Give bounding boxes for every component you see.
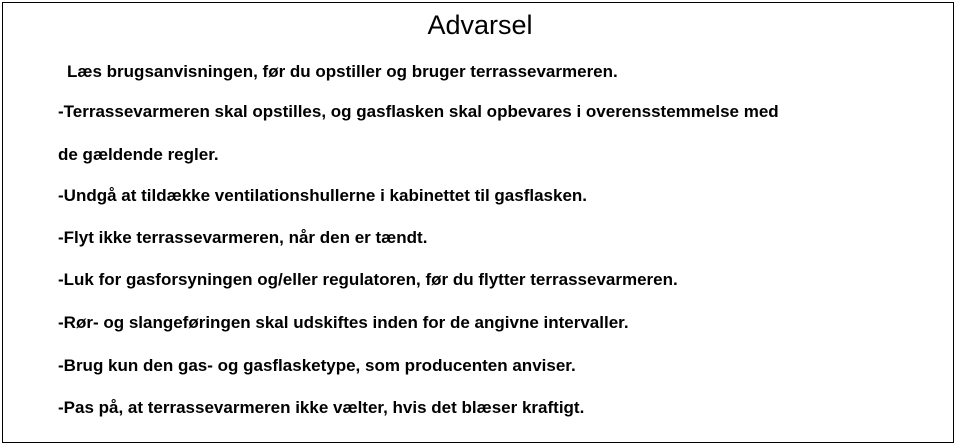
warning-item-gas-type: -Brug kun den gas- og gasflasketype, som producenten anviser. bbox=[58, 356, 576, 375]
warning-item-ventilation: -Undgå at tildække ventilationshullerne i kabinettet til gasflasken. bbox=[58, 186, 588, 205]
warning-item-wind: -Pas på, at terrassevarmeren ikke vælter, hvis det blæser kraftigt. bbox=[58, 398, 585, 417]
warning-item-shut-off-gas: -Luk for gasforsyningen og/eller regulatoren, før du flytter terrassevarmeren. bbox=[58, 270, 678, 289]
warning-item-placement: -Terrassevarmeren skal opstilles, og gasflasken skal opbevares i overensstemmelse med bbox=[58, 102, 779, 121]
warning-item-placement-continued: de gældende regler. bbox=[58, 145, 219, 164]
warning-item-do-not-move-lit: -Flyt ikke terrassevarmeren, når den er tændt. bbox=[58, 228, 428, 247]
warning-item-replace-hoses: -Rør- og slangeføringen skal udskiftes inden for de angivne intervaller. bbox=[58, 313, 629, 332]
warning-intro: Læs brugsanvisningen, før du opstiller og bruger terrassevarmeren. bbox=[67, 62, 618, 81]
warning-title: Advarsel bbox=[427, 10, 533, 40]
